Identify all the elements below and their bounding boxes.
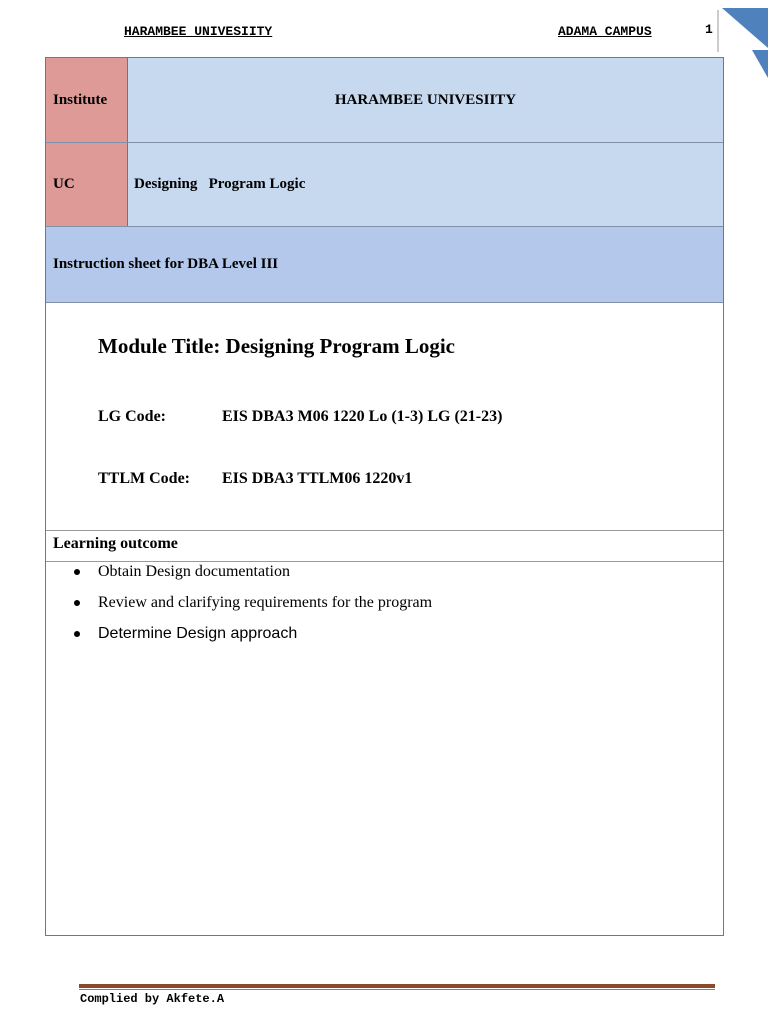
learning-outcome-list (98, 563, 432, 656)
ttlm-code-value: EIS DBA3 TTLM06 1220v1 (222, 470, 413, 487)
instruction-row (46, 227, 723, 303)
bullet-icon (74, 631, 80, 637)
learning-outcome-row (46, 530, 723, 562)
uc-value: Designing Program Logic (128, 143, 723, 226)
lg-code-label: LG Code: (98, 408, 166, 425)
header-university: HARAMBEE UNIVESIITY (124, 24, 273, 39)
bullet-icon (74, 600, 80, 606)
list-item (98, 563, 432, 594)
learning-outcome-heading: Learning outcome (53, 535, 178, 552)
page-number: 1 (705, 22, 713, 37)
institute-value: HARAMBEE UNIVESIITY (128, 58, 723, 142)
ttlm-code-label: TTLM Code: (98, 470, 190, 487)
instruction-text: Instruction sheet for DBA Level III (46, 227, 723, 302)
list-item-text: Obtain Design documentation (98, 563, 290, 580)
lg-code-value: EIS DBA3 M06 1220 Lo (1-3) LG (21-23) (222, 408, 503, 425)
document-table (45, 57, 724, 936)
institute-row (46, 58, 723, 143)
footer-credit: Complied by Akfete.A (80, 992, 225, 1006)
institute-label: Institute (46, 58, 128, 142)
header-campus: ADAMA CAMPUS (558, 24, 652, 39)
list-item (98, 625, 432, 656)
uc-row (46, 143, 723, 227)
uc-label: UC (46, 143, 128, 226)
list-item (98, 594, 432, 625)
footer-rule-thin (79, 989, 715, 990)
footer-rule (79, 984, 715, 988)
bullet-icon (74, 569, 80, 575)
module-title: Module Title: Designing Program Logic (98, 334, 455, 358)
list-item-text: Determine Design approach (98, 625, 298, 642)
list-item-text: Review and clarifying requirements for the program (98, 594, 433, 611)
